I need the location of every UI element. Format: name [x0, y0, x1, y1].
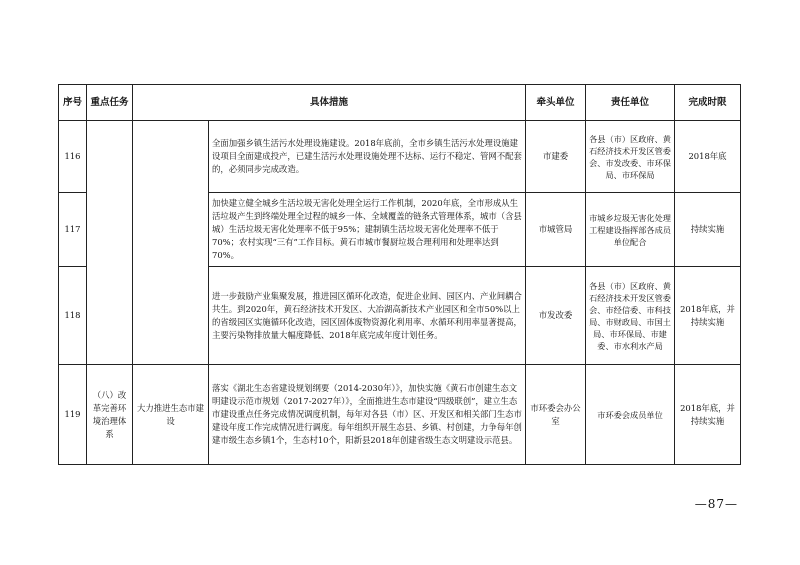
row-responsible-unit: 市环委会成员单位 — [586, 365, 675, 465]
header-lead-unit: 牵头单位 — [526, 85, 586, 121]
header-deadline: 完成时限 — [675, 85, 741, 121]
row-seq: 118 — [59, 267, 87, 365]
row-seq: 116 — [59, 121, 87, 193]
table-header-row — [59, 85, 741, 121]
row-measure: 全面加强乡镇生活污水处理设施建设。2018年底前，全市乡镇生活污水处理设施建设项目全面建成投产，已建生活污水处理设施处理不达标、运行不稳定、管网不配套的，必须同步完成改造。 — [209, 121, 526, 193]
row-responsible-unit: 各县（市）区政府、黄石经济技术开发区管委会、市发改委、市环保局、市环保局 — [586, 121, 675, 193]
header-key-task: 重点任务 — [87, 85, 133, 121]
row-deadline: 2018年底，并持续实施 — [675, 267, 741, 365]
measures-table — [58, 84, 741, 465]
row-seq: 119 — [59, 365, 87, 465]
row-key-task: （八）改革完善环境治理体系 — [87, 365, 133, 465]
header-seq: 序号 — [59, 85, 87, 121]
sub-task-cell-empty — [133, 121, 209, 365]
row-measure: 落实《湖北生态省建设规划纲要（2014-2030年）》，加快实施《黄石市创建生态文明建设示范市规划（2017-2027年）》，全面推进生态市建设“四级联创”，建立生态市建设重点任务完成情况调度机制，每年对各县（市）区、开发区和相关部门生态市建设年度工作完成情况进行调度。每年组织开展生态县、乡镇、村创建，力争每年创建市级生态乡镇1个，生态村10个，阳新县2018年创建省级生态文明建设示范县。 — [209, 365, 526, 465]
header-measures: 具体措施 — [133, 85, 526, 121]
row-sub-task: 大力推进生态市建设 — [133, 365, 209, 465]
row-measure: 加快建立健全城乡生活垃圾无害化处理全运行工作机制，2020年底，全市形成从生活垃圾产生到终端处理全过程的城乡一体、全域覆盖的链条式管理体系，城市（含县城）生活垃圾无害化处理率不低于95%；建制镇生活垃圾无害化处理率不低于70%；农村实现“三有”工作目标。黄石市城市餐厨垃圾合理利用和处理率达到70%。 — [209, 193, 526, 267]
row-measure: 进一步鼓励产业集聚发展，推进园区循环化改造，促进企业间、园区内、产业间耦合共生。到2020年，黄石经济技术开发区、大冶湖高新技术产业园区和全市50%以上的省级园区实施循环化改造，园区固体废物资源化利用率、水循环利用率显著提高，主要污染物排放量大幅度降低、2018年底完成年度计划任务。 — [209, 267, 526, 365]
table-row — [59, 365, 741, 465]
row-lead-unit: 市环委会办公室 — [526, 365, 586, 465]
row-responsible-unit: 市城乡垃圾无害化处理工程建设指挥部各成员单位配合 — [586, 193, 675, 267]
row-responsible-unit: 各县（市）区政府、黄石经济技术开发区管委会、市经信委、市科技局、市财政局、市国土局、市环保局、市建委、市水利水产局 — [586, 267, 675, 365]
header-responsible-unit: 责任单位 — [586, 85, 675, 121]
row-lead-unit: 市城管局 — [526, 193, 586, 267]
key-task-cell-empty — [87, 121, 133, 365]
row-seq: 117 — [59, 193, 87, 267]
table-row — [59, 121, 741, 193]
page-number: —87— — [694, 497, 738, 511]
row-deadline: 2018年底，并持续实施 — [675, 365, 741, 465]
row-lead-unit: 市发改委 — [526, 267, 586, 365]
row-deadline: 2018年底 — [675, 121, 741, 193]
row-deadline: 持续实施 — [675, 193, 741, 267]
row-lead-unit: 市建委 — [526, 121, 586, 193]
